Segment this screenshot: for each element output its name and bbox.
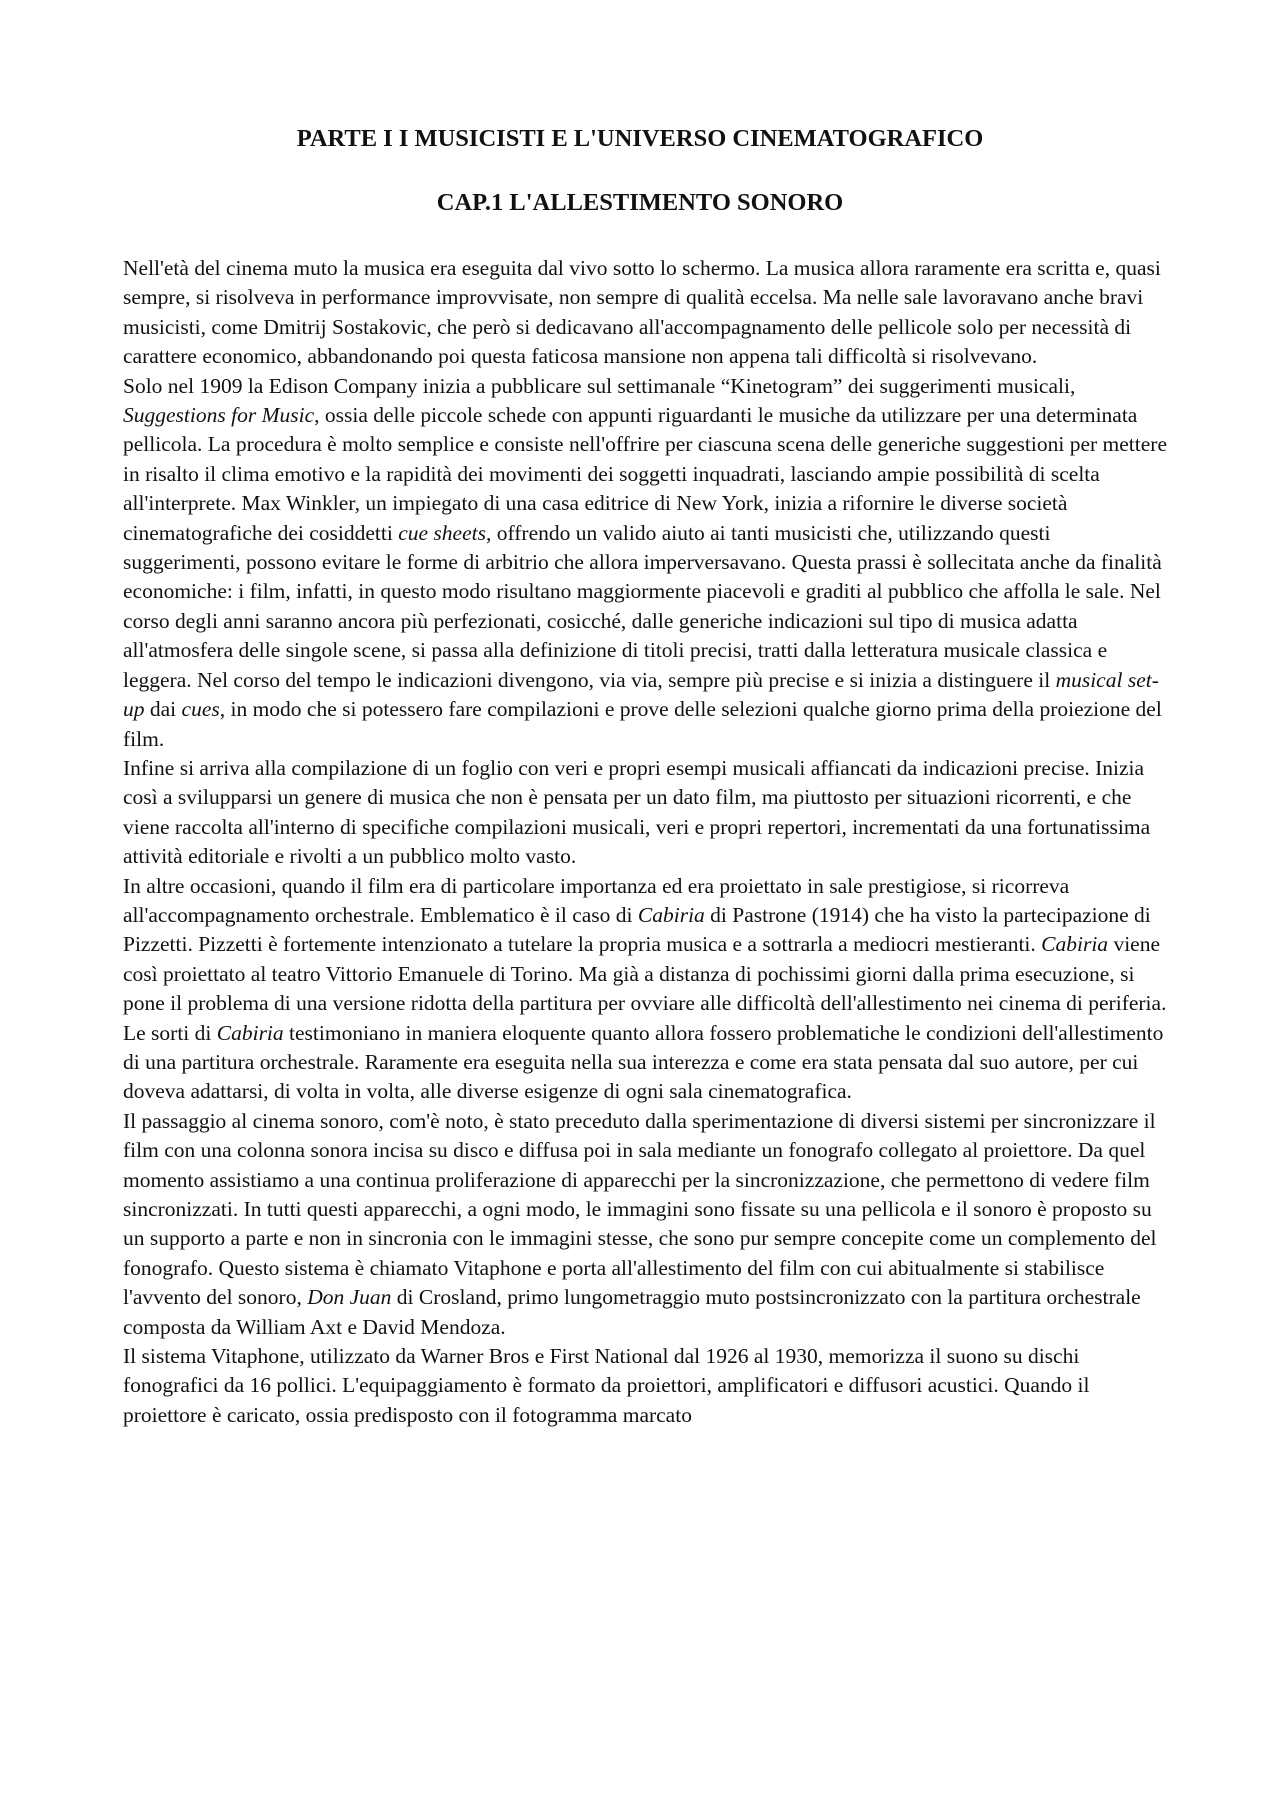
text-run: dai — [144, 697, 182, 722]
italic-text-run: Don Juan — [307, 1285, 392, 1310]
text-run: testimoniano in maniera eloquente quanto allora fossero problematiche le condizioni dell'allestimento di una partitura orchestrale. Raramente era eseguita nella sua interezza e come era stata pensata dal suo autore, per cui doveva adattarsi, di volta in volta, alle diverse esigenze di ogni sala cinematografica. — [123, 1020, 1164, 1104]
text-run: di Crosland, primo lungometraggio muto postsincronizzato con la partitura orchestrale composta da William Axt e David Mendoza. — [123, 1285, 1141, 1339]
text-run: Nell'età del cinema muto la musica era eseguita dal vivo sotto lo schermo. La musica allora raramente era scritta e, quasi sempre, si risolveva in performance improvvisate, non sempre di qualità eccelsa. Ma nelle sale lavoravano anche bravi musicisti, come Dmitrij Sostakovic, che però si dedicavano all'accompagnamento delle pellicole solo per necessità di carattere economico, abbandonando poi questa faticosa mansione non appena tali difficoltà si risolvevano. — [123, 256, 1161, 369]
text-run: viene così proiettato al teatro Vittorio Emanuele di Torino. Ma già a distanza di pochissimi giorni dalla prima esecuzione, si pone il problema di una versione ridotta della partitura per ovviare alle difficoltà dell'allestimento nei cinema di periferia. Le sorti di — [123, 932, 1167, 1045]
italic-text-run: Cabiria — [637, 902, 705, 927]
text-run: Il passaggio al cinema sonoro, com'è noto, è stato preceduto dalla sperimentazione di diversi sistemi per sincronizzare il film con una colonna sonora incisa su disco e diffusa poi in sala mediante un fonografo collegato al proiettore. Da quel momento assistiamo a una continua proliferazione di apparecchi per la sincronizzazione, che permettono di vedere film sincronizzati. In tutti questi apparecchi, a ogni modo, le immagini sono fissate su una pellicola e il sonoro è proposto su un supporto a parte e non in sincronia con le immagini stesse, che sono pur sempre concepite come un complemento del fonografo. Questo sistema è chiamato Vitaphone e porta all'allestimento del film con cui abitualmente si stabilisce l'avvento del sonoro, — [123, 1108, 1157, 1310]
italic-text-run: Cabiria — [216, 1020, 284, 1045]
italic-text-run: Cabiria — [1041, 932, 1109, 957]
paragraph — [123, 1107, 1173, 1342]
paragraph — [123, 1342, 1173, 1430]
text-run: , ossia delle piccole schede con appunti riguardanti le musiche da utilizzare per una determinata pellicola. La procedura è molto semplice e consiste nell'offrire per ciascuna scena delle generiche suggestioni per mettere in risalto il clima emotivo e la rapidità dei movimenti dei soggetti inquadrati, lasciando ampie possibilità di scelta all'interprete. Max Winkler, un impiegato di una casa editrice di New York, inizia a rifornire le diverse società cinematografiche dei cosiddetti — [123, 403, 1167, 545]
chapter-title: CAP.1 L'ALLESTIMENTO SONORO — [436, 189, 844, 216]
paragraph — [123, 872, 1173, 1107]
body-text — [123, 254, 1173, 1430]
text-run: , offrendo un valido aiuto ai tanti musicisti che, utilizzando questi suggerimenti, possono evitare le forme di arbitrio che allora imperversavano. Questa prassi è sollecitata anche da finalità economiche: i film, infatti, in questo modo risultano maggiormente piacevoli e graditi al pubblico che affolla le sale. Nel corso degli anni saranno ancora più perfezionati, cosicché, dalle generiche indicazioni sul tipo di musica adatta all'atmosfera delle singole scene, si passa alla definizione di titoli precisi, tratti dalla letteratura musicale classica e leggera. Nel corso del tempo le indicazioni divengono, via via, sempre più precise e si inizia a distinguere il — [123, 520, 1162, 692]
italic-text-run: cues — [181, 697, 220, 722]
italic-text-run: Suggestions for Music — [123, 403, 315, 428]
text-run: , in modo che si potessero fare compilazioni e prove delle selezioni qualche giorno prima della proiezione del film. — [123, 697, 1162, 751]
italic-text-run: cue sheets — [398, 520, 486, 545]
italic-text-run: musical set-up — [123, 667, 1159, 722]
paragraph — [123, 754, 1173, 872]
text-run: In altre occasioni, quando il film era di particolare importanza ed era proiettato in sale prestigiose, si ricorreva all'accompagnamento orchestrale. Emblematico è il caso di — [123, 873, 1070, 927]
text-run: Infine si arriva alla compilazione di un foglio con veri e propri esempi musicali affiancati da indicazioni precise. Inizia così a svilupparsi un genere di musica che non è pensata per un dato film, ma piuttosto per situazioni ricorrenti, e che viene raccolta all'interno di specifiche compilazioni musicali, veri e propri repertori, incrementati da una fortunatissima attività editoriale e rivolti a un pubblico molto vasto. — [123, 755, 1151, 869]
text-run: Il sistema Vitaphone, utilizzato da Warner Bros e First National dal 1926 al 1930, memorizza il suono su dischi fonografici da 16 pollici. L'equipaggiamento è formato da proiettori, amplificatori e diffusori acustici. Quando il proiettore è caricato, ossia predisposto con il fotogramma marcato — [123, 1344, 1090, 1427]
text-run: Solo nel 1909 la Edison Company inizia a pubblicare sul settimanale “Kinetogram” dei suggerimenti musicali, — [123, 373, 1076, 398]
paragraph — [123, 372, 1173, 754]
text-run: di Pastrone (1914) che ha visto la partecipazione di Pizzetti. Pizzetti è fortemente intenzionato a tutelare la propria musica e a sottrarla a mediocri mestieranti. — [123, 902, 1151, 957]
paragraph — [123, 254, 1173, 372]
part-title: PARTE I I MUSICISTI E L'UNIVERSO CINEMATOGRAFICO — [296, 125, 984, 152]
